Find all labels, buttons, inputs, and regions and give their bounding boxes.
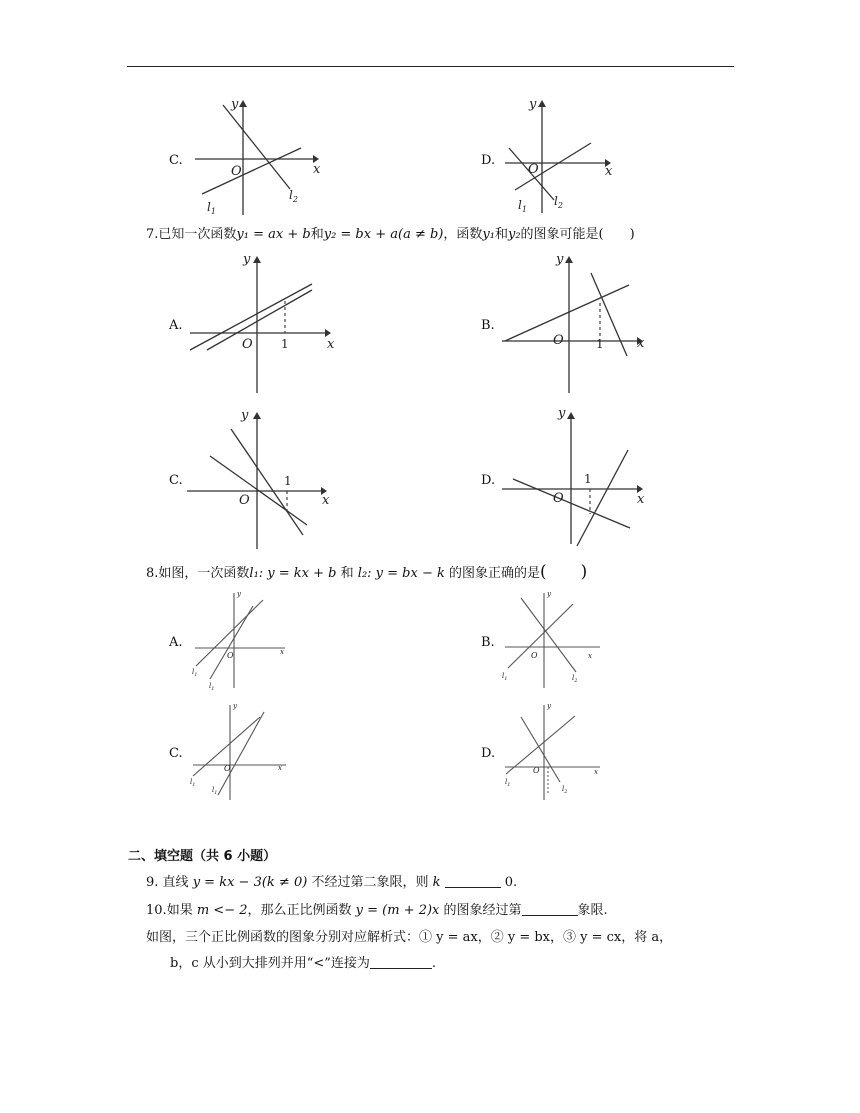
q7-y1: y₁: [482, 227, 495, 242]
q8-option-b-label: B.: [481, 635, 495, 650]
q6d-x-label: x: [605, 164, 613, 179]
q7a-origin-label: O: [242, 337, 253, 352]
q8c-y-label: y: [233, 702, 237, 710]
q8a-line2-label: $l_1$: [209, 682, 215, 692]
q7-option-d-label: D.: [481, 473, 496, 488]
q8c-line1-label: $l_1$: [190, 778, 196, 788]
q11-text-b: .: [431, 956, 437, 971]
q9-number: 9.: [146, 875, 159, 890]
q9-text-c: 0.: [504, 875, 518, 890]
q8d-line2-label: $l_2$: [562, 785, 568, 795]
q9-text-b: 不经过第二象限，则: [311, 875, 429, 890]
q8-text-a: 如图，一次函数: [158, 566, 250, 581]
q7-text-a: 已知一次函数: [158, 227, 237, 242]
question-7-stem: [146, 226, 635, 244]
q10-text-c: 的图象经过第: [443, 903, 522, 918]
q7b-x-label: x: [637, 336, 645, 351]
q8-eq2: l₂: y = bx − k: [357, 566, 445, 581]
q8-option-a-graph: [190, 588, 300, 697]
q7-text-b: 和: [310, 227, 324, 242]
q7b-y-label: y: [556, 252, 564, 267]
section-2-title: 二、填空题（共 6 小题）: [128, 849, 277, 864]
q8b-line2-label: $l_2$: [572, 674, 578, 684]
header-rule: [127, 66, 734, 67]
q10-eq: y = (m + 2)x: [355, 903, 440, 918]
q6-option-d-label: D.: [481, 153, 496, 168]
q7-option-b-graph: [497, 248, 657, 402]
q8a-x-label: x: [280, 648, 284, 656]
q6c-y-label: y: [231, 97, 239, 112]
q8-option-c-label: C.: [169, 746, 183, 761]
q8b-origin-label: O: [531, 651, 538, 660]
q7-option-a-label: A.: [169, 318, 183, 333]
q6d-origin-label: O: [528, 162, 539, 177]
q7-eq1: y₁ = ax + b: [236, 227, 311, 242]
q8c-x-label: x: [278, 764, 282, 772]
q6c-line1-label: $l_1$: [207, 200, 216, 216]
q7c-y-label: y: [241, 408, 249, 423]
q7-y2: y₂: [507, 227, 521, 242]
q9-text-a: 直线: [162, 875, 189, 890]
q9-k: k: [432, 875, 441, 890]
q10-text-d: 象限.: [577, 903, 608, 918]
q8-option-c-graph: [188, 700, 298, 809]
q7-option-b-label: B.: [481, 318, 495, 333]
question-11-line-1: 如图，三个正比例函数的图象分别对应解析式：① y = ax，② y = bx，③ y = cx，将 a，: [146, 930, 673, 945]
q7c-x-label: x: [322, 493, 330, 508]
question-11-line-2: [170, 955, 436, 973]
q7-text-d: 和: [494, 227, 508, 242]
q6-option-c-graph: [185, 95, 325, 224]
q8d-origin-label: O: [533, 766, 540, 775]
q7b-tick-label: 1: [596, 337, 604, 351]
q7-text-e: 的图象可能是( ): [520, 227, 635, 242]
q8-option-b-graph: [500, 588, 610, 697]
q10-text-b: ，那么正比例函数: [247, 903, 352, 918]
question-8-stem: [146, 563, 587, 583]
q7c-tick-label: 1: [284, 474, 292, 488]
q8-option-a-label: A.: [169, 635, 183, 650]
q7-eq2: y₂ = bx + a(a ≠ b): [323, 227, 444, 242]
q8b-y-label: y: [547, 590, 551, 598]
q8b-line1-label: $l_1$: [502, 672, 508, 682]
q8a-y-label: y: [237, 590, 241, 598]
q6-option-d-graph: [497, 95, 627, 224]
q7a-y-label: y: [243, 252, 251, 267]
q6d-y-label: y: [529, 97, 537, 112]
q8-answer-paren: ( ): [540, 562, 588, 582]
q8c-origin-label: O: [224, 764, 231, 773]
q7a-x-label: x: [327, 337, 335, 352]
q7-option-c-label: C.: [169, 473, 183, 488]
question-10: [146, 902, 608, 920]
q7-option-d-graph: [497, 404, 657, 558]
q11-text-a: b，c 从小到大排列并用“<”连接为: [170, 956, 370, 971]
question-9: [146, 874, 517, 892]
q6c-line2-label: $l_2$: [289, 188, 298, 204]
q7b-origin-label: O: [553, 333, 564, 348]
q7d-tick-label: 1: [584, 472, 592, 486]
q7-option-c-graph: [185, 404, 345, 558]
q10-text-a: 如果: [166, 903, 193, 918]
q8-option-d-graph: [500, 700, 610, 809]
q10-cond: m <− 2: [196, 903, 248, 918]
q7-text-c: ，函数: [443, 227, 483, 242]
q7c-origin-label: O: [239, 493, 250, 508]
q8b-x-label: x: [588, 652, 592, 660]
q7d-origin-label: O: [553, 491, 564, 506]
q6d-line2-label: $l_2$: [554, 194, 563, 210]
q10-answer-blank[interactable]: [522, 902, 578, 916]
q6-option-c-label: C.: [169, 153, 183, 168]
q8d-line1-label: $l_1$: [505, 778, 511, 788]
q8-text-c: 的图象正确的是: [449, 566, 541, 581]
q7-number: 7.: [146, 227, 159, 242]
q7d-y-label: y: [558, 406, 566, 421]
q8a-origin-label: O: [227, 651, 234, 660]
q7d-x-label: x: [637, 492, 645, 507]
q6d-line1-label: $l_1$: [518, 198, 527, 214]
q9-eq: y = kx − 3(k ≠ 0): [192, 875, 308, 890]
q9-answer-blank[interactable]: [445, 874, 501, 888]
q8-eq1: l₁: y = kx + b: [249, 566, 337, 581]
q8-number: 8.: [146, 566, 159, 581]
q8-option-d-label: D.: [481, 746, 496, 761]
q6c-origin-label: O: [231, 164, 242, 179]
q8c-line2-label: $l_1$: [212, 786, 218, 796]
q7-option-a-graph: [185, 248, 345, 402]
q7a-tick-label: 1: [281, 337, 289, 351]
q11-answer-blank[interactable]: [370, 955, 432, 969]
q8d-x-label: x: [594, 768, 598, 776]
q8-text-b: 和: [340, 566, 354, 581]
q8d-y-label: y: [547, 702, 551, 710]
q8a-line1-label: $l_1$: [192, 668, 198, 678]
q6c-x-label: x: [313, 162, 321, 177]
q10-number: 10.: [146, 903, 167, 918]
